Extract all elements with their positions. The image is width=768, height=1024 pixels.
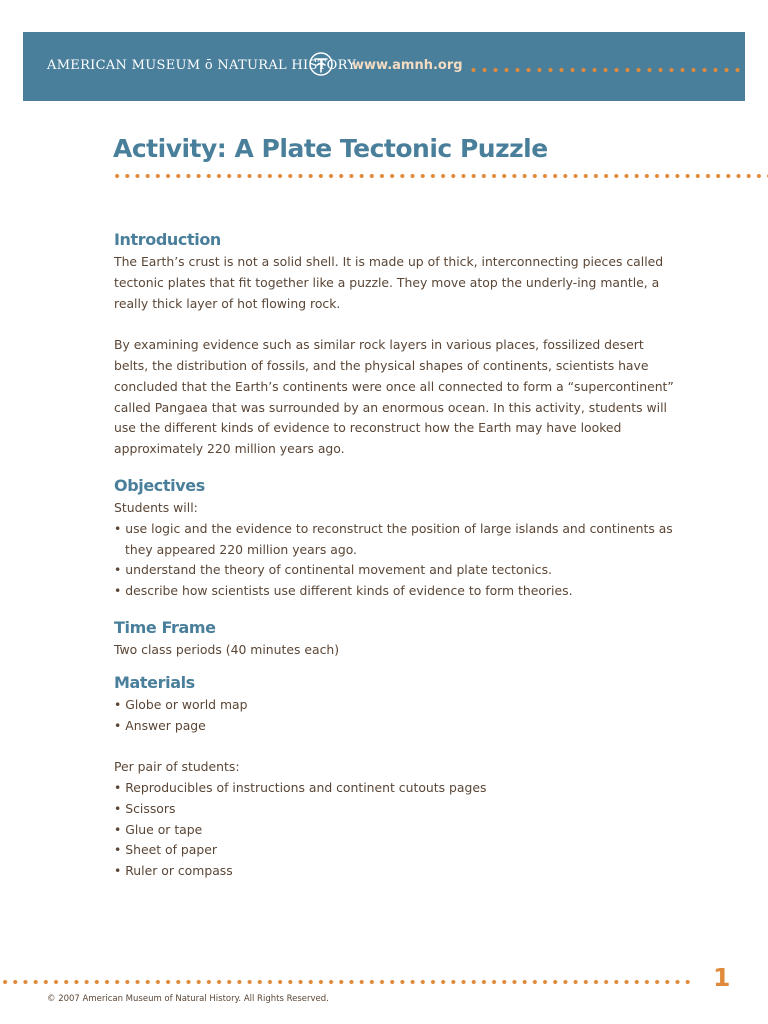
materials-pair-lead: Per pair of students: bbox=[114, 759, 240, 775]
list-item: • Ruler or compass bbox=[114, 861, 674, 882]
list-item: • describe how scientists use different kinds of evidence to form theories. bbox=[114, 581, 674, 602]
list-item: • Reproducibles of instructions and continent cutouts pages bbox=[114, 778, 674, 799]
materials-list bbox=[114, 695, 674, 737]
list-item: • Sheet of paper bbox=[114, 840, 674, 861]
museum-name: AMERICAN MUSEUM ō NATURAL HISTORY bbox=[47, 58, 357, 73]
time-frame-heading: Time Frame bbox=[114, 617, 216, 637]
introduction-section bbox=[114, 228, 674, 460]
copyright-notice: © 2007 American Museum of Natural History. All Rights Reserved. bbox=[47, 994, 329, 1004]
objectives-list bbox=[114, 519, 674, 602]
objectives-section bbox=[114, 474, 674, 602]
list-item: • Answer page bbox=[114, 716, 674, 737]
title-dotted-rule bbox=[112, 173, 768, 179]
list-item: • use logic and the evidence to reconstruct the position of large islands and continents as they appeared 220 million years ago. bbox=[114, 519, 674, 561]
list-item: • Scissors bbox=[114, 799, 674, 820]
list-item: • Globe or world map bbox=[114, 695, 674, 716]
introduction-paragraph-1: The Earth’s crust is not a solid shell. It is made up of thick, interconnecting pieces called tectonic plates that fit together like a puzzle. They move atop the underly-ing mantle, a really thick layer of hot flowing rock. bbox=[114, 254, 664, 311]
objectives-lead: Students will: bbox=[114, 499, 198, 515]
list-item: • understand the theory of continental movement and plate tectonics. bbox=[114, 560, 674, 581]
introduction-heading: Introduction bbox=[114, 230, 221, 249]
materials-pair-list bbox=[114, 778, 674, 882]
objectives-heading: Objectives bbox=[114, 475, 205, 495]
header-dotted-rule bbox=[468, 67, 745, 73]
time-frame-section bbox=[114, 616, 674, 661]
page-number: 1 bbox=[713, 963, 731, 992]
list-item: • Glue or tape bbox=[114, 820, 674, 841]
museum-logo-icon bbox=[308, 51, 334, 77]
site-url-link[interactable]: www.amnh.org bbox=[352, 58, 463, 73]
materials-section bbox=[114, 671, 674, 882]
materials-heading: Materials bbox=[114, 672, 195, 692]
page-title: Activity: A Plate Tectonic Puzzle bbox=[113, 134, 548, 163]
footer-dotted-rule bbox=[0, 979, 690, 985]
main-content bbox=[114, 228, 674, 882]
header-band bbox=[23, 32, 745, 101]
introduction-paragraph-2: By examining evidence such as similar rock layers in various places, fossilized desert belts, the distribution of fossils, and the physical shapes of continents, scientists have concluded that the Earth’s continents were once all connected to form a “supercontinent” called Pangaea that was surrounded by an enormous ocean. In this activity, students will use the different kinds of evidence to reconstruct how the Earth may have looked approximately 220 million years ago. bbox=[114, 337, 674, 457]
time-frame-text: Two class periods (40 minutes each) bbox=[114, 641, 340, 657]
